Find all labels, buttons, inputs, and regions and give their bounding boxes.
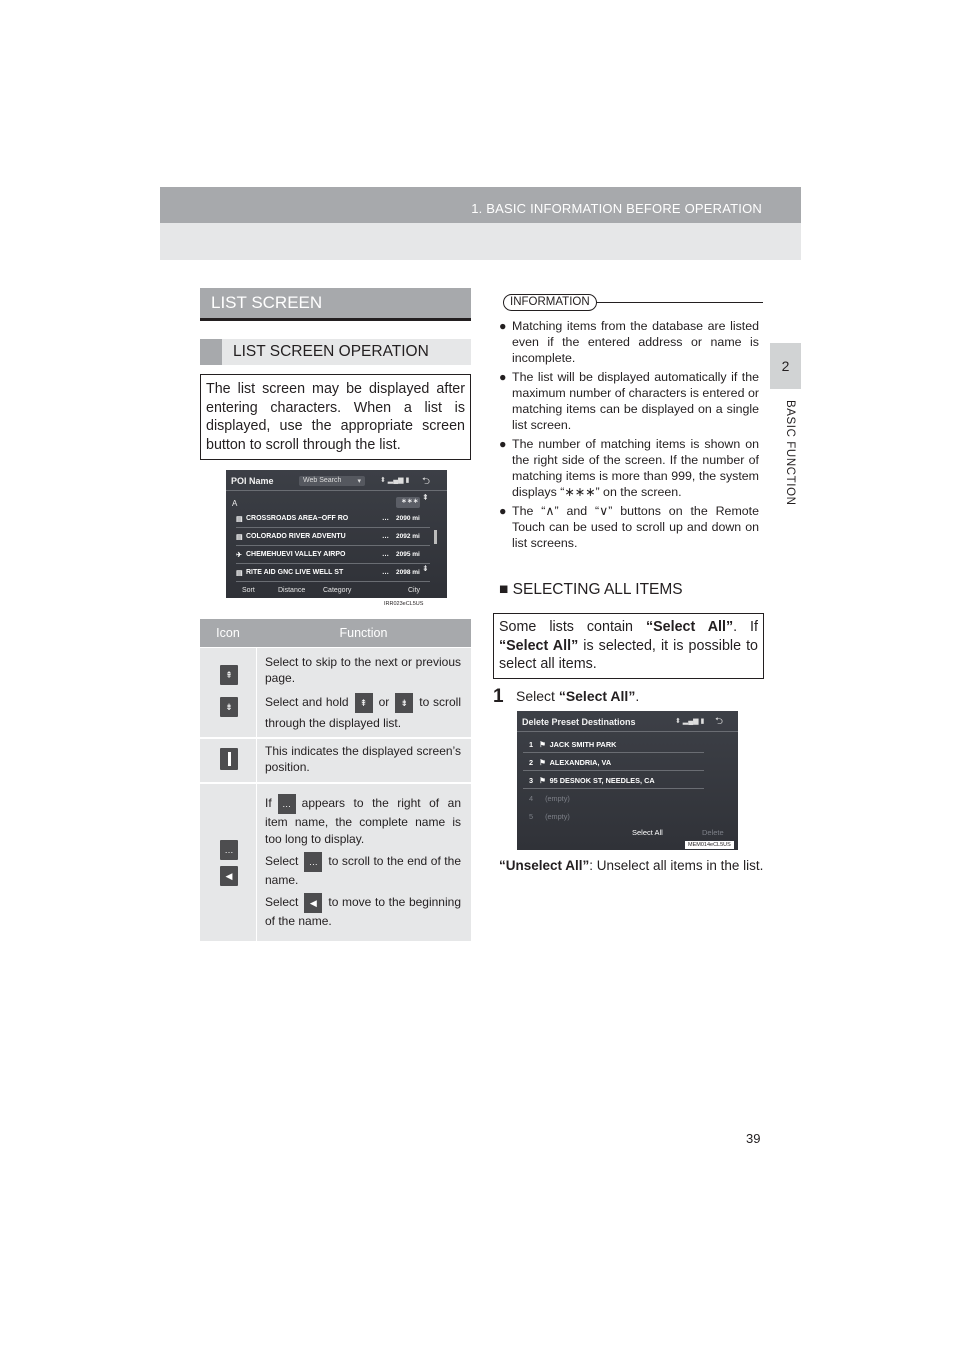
item-name: 95 DESNOK ST, NEEDLES, CA <box>549 776 655 785</box>
dropdown-arrow-icon: ▾ <box>357 478 361 485</box>
page-down-icon: ⇟ <box>220 697 238 717</box>
row-divider <box>523 770 704 771</box>
list-item-distance: 2095 mi <box>396 551 420 558</box>
status-icons: ⬍ ▂▄▆ ▮ <box>675 718 705 725</box>
row1-text-2a: Select and hold <box>265 695 349 709</box>
information-tag: INFORMATION <box>503 294 597 311</box>
list-item <box>529 812 570 821</box>
box-text-b: “Select All” <box>645 619 734 635</box>
box-text-a: Some lists contain <box>499 619 646 635</box>
flag-icon: ⚑ <box>539 758 546 767</box>
bullet-item <box>499 503 759 551</box>
image-code: IRR023eCL5US <box>381 600 426 608</box>
bullet-text: Matching items from the database are listed even if the entered address or name is incomplete. <box>512 319 759 365</box>
page-down-icon: ⇟ <box>422 564 429 573</box>
row3-text-3 <box>265 893 461 930</box>
select-all-button: Select All <box>632 828 663 837</box>
ellipsis-icon: … <box>382 533 389 540</box>
row3-text-2a: Select <box>265 854 299 869</box>
poi-icon: ▤ <box>236 516 243 523</box>
step-text <box>516 688 639 704</box>
page-up-icon: ⇞ <box>220 665 238 685</box>
list-item-distance: 2090 mi <box>396 515 420 522</box>
item-number: 5 <box>529 812 534 821</box>
information-bullets <box>499 318 759 554</box>
ellipsis-icon: … <box>382 569 389 576</box>
category-button: Category <box>323 587 352 594</box>
page-up-icon: ⇞ <box>422 493 429 502</box>
title-divider <box>226 490 447 491</box>
page-number: 39 <box>746 1131 761 1146</box>
bullet-text: The “∧” and “∨” buttons on the Remote Touch can be used to scroll up and down on list screens. <box>512 504 759 550</box>
list-item-name: CHEMEHUEVI VALLEY AIRPO <box>246 551 346 558</box>
item-number: 1 <box>529 740 534 749</box>
section-title-underline <box>200 318 471 321</box>
index-letter: A <box>232 499 238 508</box>
header-subbar <box>160 223 801 260</box>
ellipsis-icon: … <box>382 551 389 558</box>
row1-text-2c: to scroll through the displayed list. <box>265 695 461 730</box>
back-to-start-icon: ◀ <box>304 893 322 913</box>
bullet-dot-icon: ● <box>499 370 507 384</box>
web-search-field <box>299 476 365 486</box>
expand-name-icon: … <box>278 794 296 814</box>
item-name: (empty) <box>545 812 570 821</box>
item-name: (empty) <box>545 794 570 803</box>
row3-text-1b: appears to the right of an item name, the complete name is too long to display. <box>265 796 461 846</box>
column-header-icon: Icon <box>216 626 240 640</box>
row3-text-2b: to scroll to the end of the name. <box>265 854 461 887</box>
flag-icon: ⚑ <box>539 740 546 749</box>
row3-text-1 <box>265 794 461 848</box>
bullet-text: The number of matching items is shown on the right side of the screen. If the number of matching items is more than 999, the system displays “∗∗∗” on the screen. <box>512 437 759 499</box>
scroll-position-icon <box>220 748 238 770</box>
scroll-position-bar <box>434 530 437 544</box>
list-item-name: COLORADO RIVER ADVENTU <box>246 533 346 540</box>
selecting-all-heading: ■ SELECTING ALL ITEMS <box>499 581 683 598</box>
bullet-text: The list will be displayed automatically if the maximum number of characters is entered or matching items can be displayed on a single list screen. <box>512 370 759 432</box>
page-down-icon: ⇟ <box>395 693 413 713</box>
back-to-start-icon: ◀ <box>220 866 238 886</box>
row2-description: This indicates the displayed screen’s position. <box>265 744 461 774</box>
page-up-icon: ⇞ <box>355 693 373 713</box>
list-item-name: RITE AID GNC LIVE WELL ST <box>246 569 344 576</box>
screen-title: POI Name <box>231 476 274 486</box>
list-item <box>529 758 611 767</box>
distance-button: Distance <box>278 587 306 594</box>
row3-description <box>265 794 461 930</box>
step-text-a: Select <box>516 688 559 704</box>
bullet-item <box>499 318 759 366</box>
sort-button: Sort <box>242 587 255 594</box>
item-number: 4 <box>529 794 534 803</box>
list-item <box>236 530 430 546</box>
bullet-item <box>499 369 759 433</box>
bullet-dot-icon: ● <box>499 319 507 333</box>
list-item <box>236 512 430 528</box>
list-item <box>529 740 616 749</box>
ellipsis-icon: … <box>382 515 389 522</box>
status-icons: ⬍ ▂▄▆ ▮ <box>380 477 410 484</box>
item-name: ALEXANDRIA, VA <box>549 758 612 767</box>
box-text-d: “Select All” <box>499 637 579 654</box>
poi-list-screenshot <box>226 470 447 598</box>
back-icon: ⮌ <box>422 476 431 487</box>
row1-text-2b: or <box>378 695 390 709</box>
row1-text: Select to skip to the next or previous page. <box>265 655 461 685</box>
row1-text-2 <box>265 692 461 733</box>
step-number: 1 <box>493 686 504 707</box>
more-button: ∗∗∗ <box>396 497 420 508</box>
list-item <box>529 794 570 803</box>
row3-text-3a: Select <box>265 895 299 910</box>
title-divider <box>517 731 738 732</box>
row3-text-2 <box>265 852 461 889</box>
list-item-name: CROSSROADS AREA−OFF RO <box>246 515 349 522</box>
expand-name-icon: … <box>304 852 322 872</box>
screen-title: Delete Preset Destinations <box>522 717 636 727</box>
image-code: MEM014eCL5US <box>685 841 734 849</box>
section-title: LIST SCREEN <box>211 293 323 312</box>
intro-box: The list screen may be displayed after entering characters. When a list is displayed, use the appropriate screen button to scroll through the list. <box>200 374 471 460</box>
airport-icon: ✈ <box>236 552 242 559</box>
item-name: JACK SMITH PARK <box>549 740 617 749</box>
subsection-title: LIST SCREEN OPERATION <box>233 343 429 360</box>
box-text-e: is selected, it is possible to select all items. <box>499 637 759 672</box>
row3-text-3b: to move to the beginning of the name. <box>265 895 461 928</box>
city-button: City <box>408 587 421 594</box>
chapter-tab-label: BASIC FUNCTION <box>784 400 796 506</box>
web-search-label: Web Search <box>303 477 342 484</box>
poi-icon: ▤ <box>236 570 243 577</box>
step-text-b: “Select All” <box>558 688 636 704</box>
row-divider <box>523 788 704 789</box>
flag-icon: ⚑ <box>539 776 546 785</box>
item-number: 2 <box>529 758 534 767</box>
unselect-text: : Unselect all items in the list. <box>589 858 764 873</box>
column-header-function: Function <box>339 626 388 640</box>
back-icon: ⮌ <box>715 716 724 727</box>
item-number: 3 <box>529 776 534 785</box>
chapter-tab-number: 2 <box>770 343 801 389</box>
bullet-dot-icon: ● <box>499 437 507 451</box>
step-text-c: . <box>635 688 640 704</box>
list-item <box>236 566 430 582</box>
row1-description <box>265 654 461 733</box>
unselect-label: “Unselect All” <box>499 858 590 873</box>
header-title: 1. BASIC INFORMATION BEFORE OPERATION <box>471 201 762 216</box>
unselect-all-note <box>499 858 763 873</box>
box-text-c: . If <box>733 619 758 635</box>
list-item-distance: 2098 mi <box>396 569 420 576</box>
list-item <box>236 548 430 564</box>
bullet-dot-icon: ● <box>499 504 507 518</box>
subsection-marker <box>200 339 222 365</box>
delete-preset-screenshot <box>517 711 738 850</box>
delete-button: Delete <box>702 828 724 837</box>
column-divider <box>256 648 257 941</box>
row-divider <box>523 752 704 753</box>
list-item <box>529 776 655 785</box>
poi-icon: ▤ <box>236 534 243 541</box>
bullet-item <box>499 436 759 500</box>
row3-text-1a: If <box>265 796 272 811</box>
select-all-box <box>493 613 764 679</box>
list-item-distance: 2092 mi <box>396 533 420 540</box>
expand-name-icon: … <box>220 840 238 860</box>
